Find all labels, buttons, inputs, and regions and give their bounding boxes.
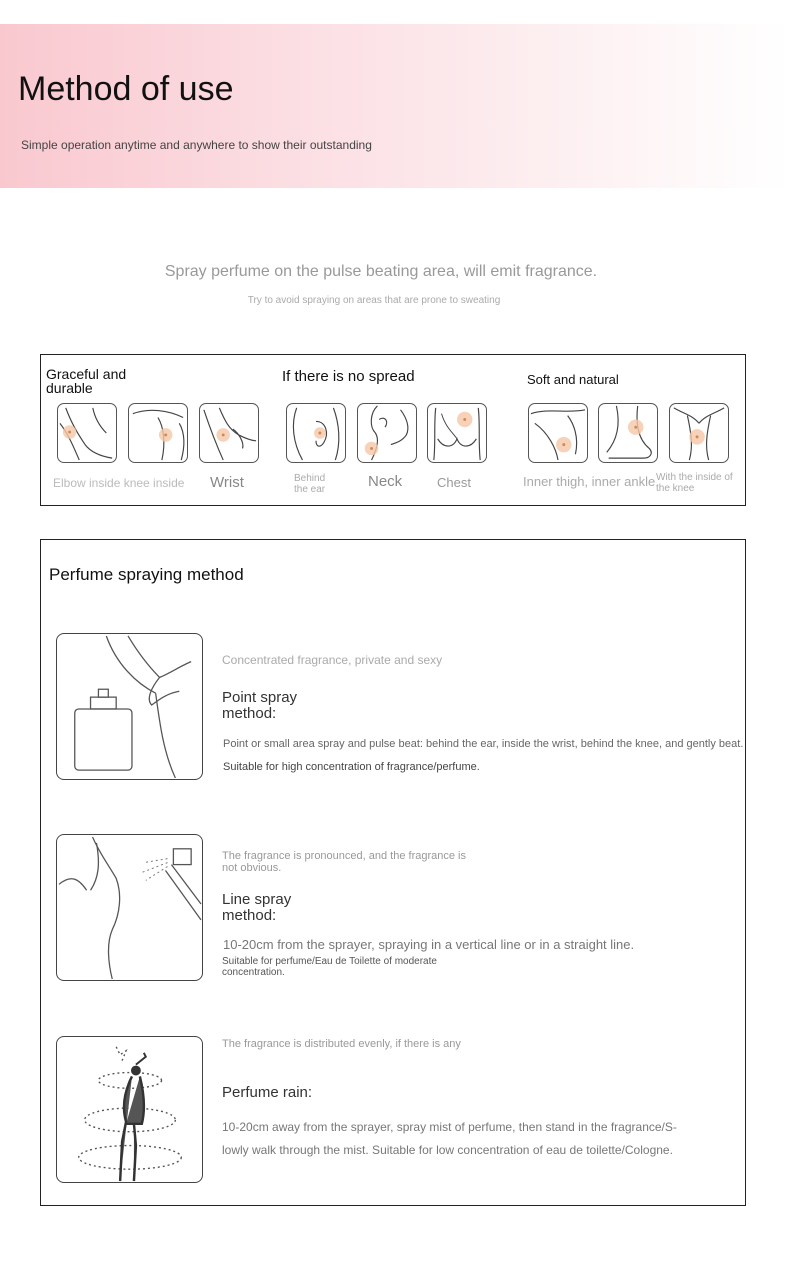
caption-behind-ear: Behind the ear (294, 473, 326, 495)
page-subtitle: Simple operation anytime and anywhere to show their outstanding (21, 138, 372, 152)
chest-illustration (427, 403, 487, 463)
point-spray-note: Suitable for high concentration of fragrance/perfume. (223, 761, 480, 773)
caption-inside-knee: With the inside of the knee (656, 472, 733, 494)
wrist-illustration (199, 403, 259, 463)
point-spray-desc: Point or small area spray and pulse beat: behind the ear, inside the wrist, behind the knee, and gently beat. (223, 738, 744, 750)
spray-areas-panel (40, 354, 746, 506)
perfume-rain-desc-line1: 10-20cm away from the sprayer, spray mist of perfume, then stand in the fragrance/S- (222, 1120, 677, 1134)
inner-ankle-illustration (598, 403, 658, 463)
group-title-soft: Soft and natural (527, 372, 619, 387)
point-spray-feature: Concentrated fragrance, private and sexy (222, 653, 443, 667)
caption-chest: Chest (437, 475, 471, 490)
line-spray-desc: 10-20cm from the sprayer, spraying in a vertical line or in a straight line. (223, 937, 635, 952)
perfume-rain-desc-line2: lowly walk through the mist. Suitable for low concentration of eau de toilette/Cologne. (222, 1143, 673, 1157)
page-title: Method of use (18, 70, 234, 108)
spraying-method-panel (40, 539, 746, 1206)
group-title-no-spread: If there is no spread (282, 368, 415, 385)
elbow-illustration (57, 403, 117, 463)
header-banner (0, 24, 790, 188)
caption-elbow-knee: Elbow inside knee inside (53, 476, 185, 490)
behind-ear-illustration (286, 403, 346, 463)
line-spray-note: Suitable for perfume/Eau de Toilette of moderate concentration. (222, 956, 437, 978)
group-title-graceful: Graceful and durable (46, 366, 127, 396)
knee-illustration (128, 403, 188, 463)
point-spray-illustration (56, 633, 203, 780)
line-spray-illustration (56, 834, 203, 981)
intro-note: Try to avoid spraying on areas that are prone to sweating (247, 295, 501, 306)
perfume-rain-name: Perfume rain: (222, 1084, 313, 1101)
inside-knee-illustration (669, 403, 729, 463)
intro-heading: Spray perfume on the pulse beating area, will emit fragrance. (164, 263, 598, 280)
perfume-rain-illustration (56, 1036, 203, 1183)
inner-thigh-illustration (528, 403, 588, 463)
method-title: Perfume spraying method (49, 565, 244, 584)
perfume-rain-feature: The fragrance is distributed evenly, if there is any (222, 1038, 461, 1050)
line-spray-feature: The fragrance is pronounced, and the fragrance is not obvious. (222, 850, 466, 874)
neck-illustration (357, 403, 417, 463)
caption-wrist: Wrist (210, 474, 244, 491)
caption-inner-thigh-ankle: Inner thigh, inner ankle (523, 474, 656, 489)
line-spray-name: Line spray method: (222, 891, 292, 924)
caption-neck: Neck (368, 473, 403, 490)
point-spray-name: Point spray method: (222, 689, 298, 722)
